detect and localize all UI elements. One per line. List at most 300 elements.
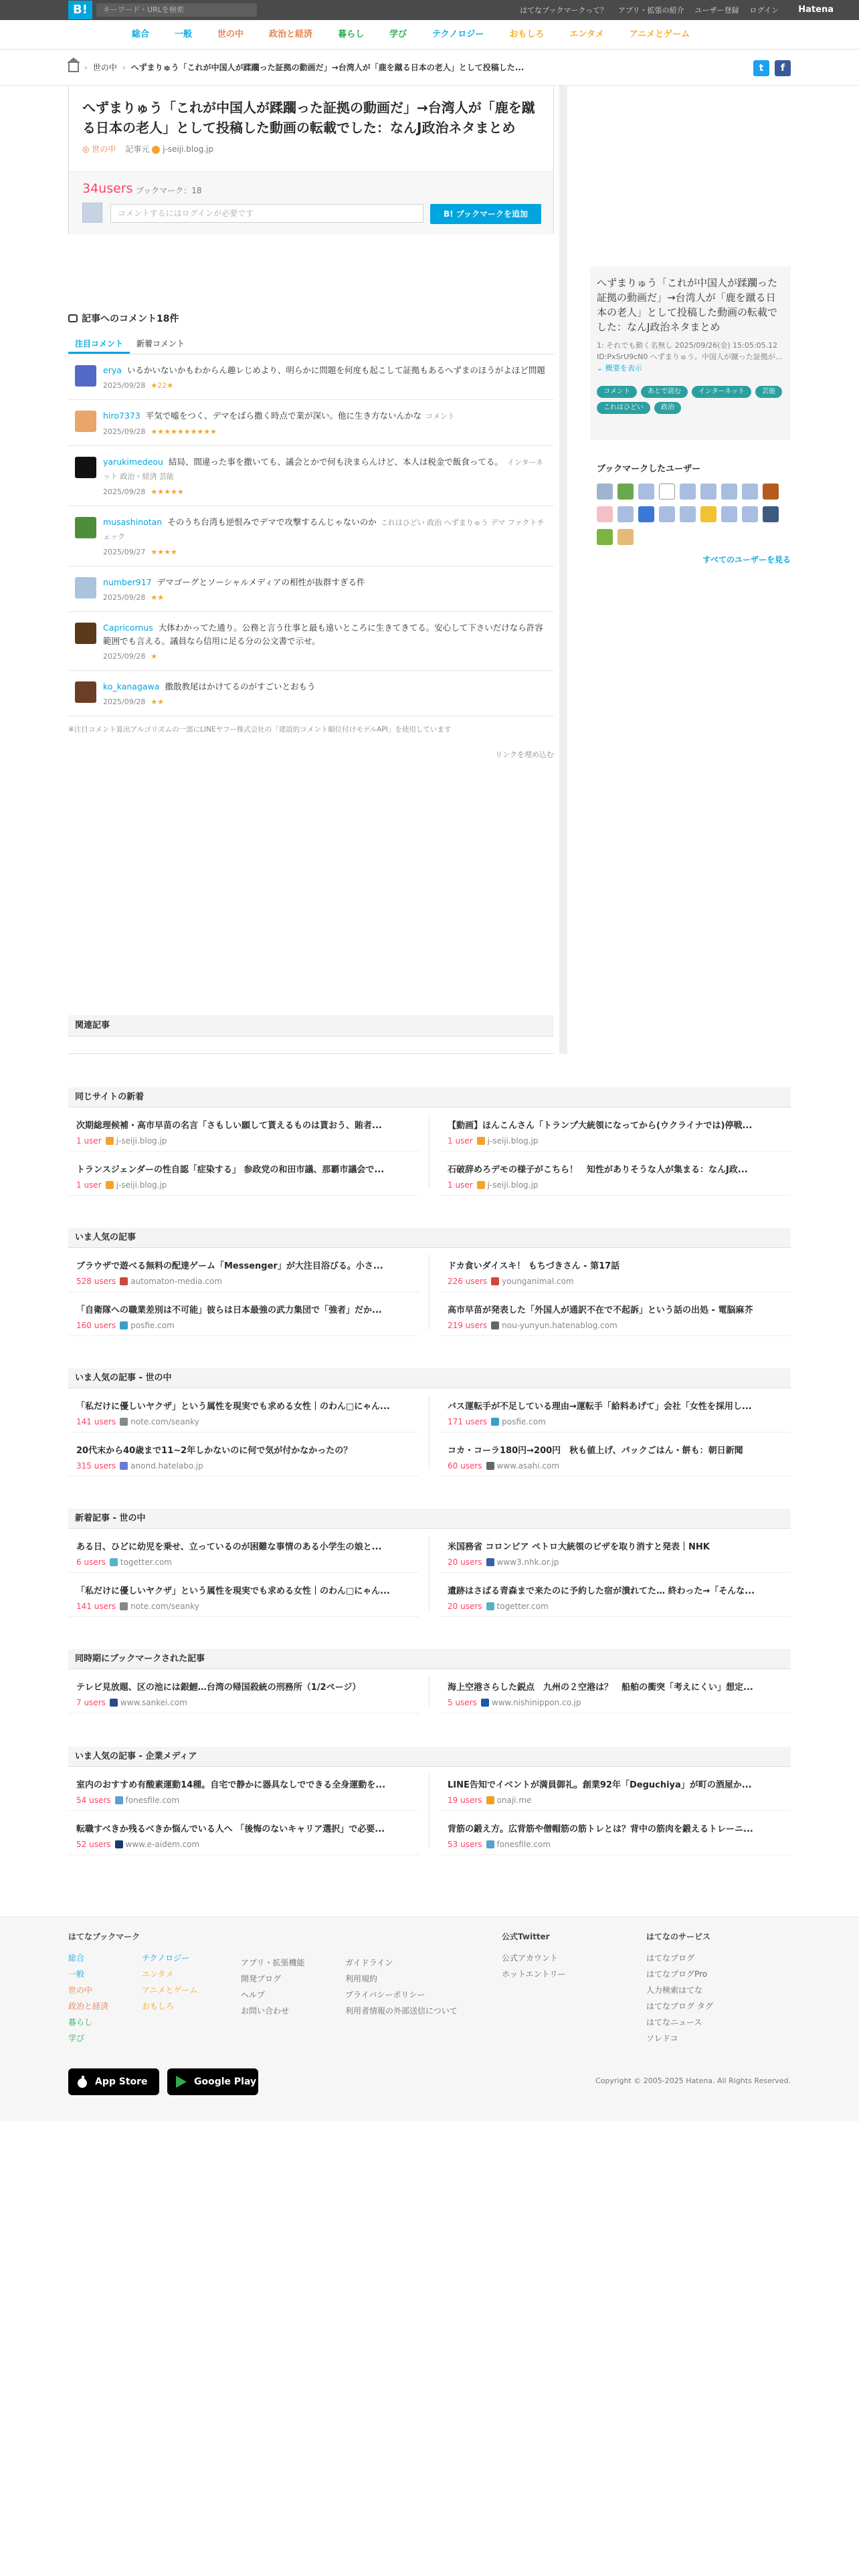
footer-link[interactable]: 開発ブログ — [241, 1974, 282, 1983]
breadcrumb-title: へずまりゅう「これが中国人が蹂躙った証拠の動画だ」→台湾人が「鹿を蹴る日本の老人」として投稿した... — [130, 63, 524, 72]
article-title[interactable]: 高市早苗が発表した「外国人が通訳不在で不起訴」という話の出処 - 電脳麻芥 — [448, 1305, 753, 1315]
article-users[interactable]: 1 user — [76, 1136, 102, 1146]
article-users[interactable]: 171 users — [448, 1417, 488, 1426]
add-bookmark-button[interactable]: B! ブックマークを追加 — [430, 204, 541, 224]
user-avatar[interactable] — [597, 529, 613, 545]
comment-body — [103, 621, 547, 648]
site-favicon-icon — [486, 1840, 494, 1848]
source-label: 記事元 — [125, 144, 150, 154]
category-tab[interactable]: 世の中 — [217, 29, 244, 39]
comment-date[interactable]: 2025/09/28 — [103, 697, 146, 706]
footer-link[interactable]: ガイドライン — [345, 1958, 393, 1967]
comment-username[interactable]: hiro7373 — [103, 411, 140, 421]
footer-link[interactable]: 世の中 — [68, 1985, 93, 1995]
comment-body — [103, 680, 547, 693]
user-avatar[interactable] — [659, 506, 675, 522]
avatar[interactable] — [75, 365, 96, 387]
article-title[interactable]: 20代末から40歳まで11~2年しかないのに何で気が付かなかったの？ — [76, 1446, 353, 1456]
footer-link[interactable]: 暮らし — [68, 2018, 93, 2027]
article-meta — [448, 1277, 784, 1286]
category-nav — [0, 20, 859, 49]
comment-body — [103, 364, 547, 377]
comment-username[interactable]: Capricornus — [103, 623, 153, 633]
article-users[interactable]: 7 users — [76, 1698, 106, 1707]
avatar[interactable] — [75, 411, 96, 432]
article-site[interactable]: note.com/seanky — [130, 1602, 199, 1611]
comment-bubble-icon — [68, 314, 78, 322]
site-favicon-icon — [486, 1602, 494, 1610]
site-favicon-icon — [120, 1321, 128, 1329]
tag-pill[interactable]: コメント — [597, 386, 637, 398]
article-title[interactable]: ドカ食いダイスキ！ もちづきさん - 第17話 — [448, 1261, 620, 1271]
user-avatar[interactable] — [700, 506, 717, 522]
home-icon[interactable] — [68, 63, 79, 72]
article-grid — [68, 1248, 791, 1336]
user-avatar[interactable] — [742, 506, 758, 522]
article-meta — [448, 1840, 784, 1849]
category-tab[interactable]: 総合 — [132, 29, 150, 39]
footer-link[interactable]: ヘルプ — [241, 1990, 266, 2000]
article-meta — [448, 1558, 784, 1567]
avatar[interactable] — [75, 577, 96, 599]
avatar[interactable] — [75, 517, 96, 538]
article-site[interactable]: nou-yunyun.hatenablog.com — [502, 1321, 617, 1330]
article-item — [68, 1529, 419, 1573]
comment-username[interactable]: yarukimedeou — [103, 457, 163, 467]
footer-link[interactable]: はてなブログ — [646, 1953, 695, 1963]
user-avatar[interactable] — [721, 484, 737, 500]
footer-link[interactable]: 学び — [68, 2034, 85, 2043]
comment-text: 大体わかってた通り。公務と言う仕事と最も遠いところに生きてきてる。安心して下さいだけなら許容範囲でも言える。議員なら信用に足る分の公文書で示せ。 — [103, 623, 543, 646]
site-favicon-icon — [491, 1321, 499, 1329]
section-heading: いま人気の記事 - 企業メディア — [68, 1747, 791, 1767]
column-divider — [559, 86, 567, 1054]
entry-category[interactable]: 世の中 — [92, 144, 116, 154]
footer-link[interactable]: 利用者情報の外部送信について — [345, 2006, 458, 2016]
entry-summary-box — [590, 266, 791, 440]
article-site[interactable]: j-seiji.blog.jp — [487, 1136, 539, 1146]
footer-heading: はてなのサービス — [646, 1932, 711, 1941]
article-title[interactable]: ブラウザで遊べる無料の配達ゲーム「Messenger」が大注目浴びる。小さ... — [76, 1261, 383, 1271]
article-item — [440, 1529, 791, 1573]
star-rating[interactable]: ★★★★★ — [151, 488, 184, 496]
user-avatar[interactable] — [763, 506, 779, 522]
article-title[interactable]: LINE告知でイベントが満員御礼。創業92年「Deguchiya」が町の酒屋か... — [448, 1780, 752, 1790]
site-favicon-icon — [115, 1840, 123, 1848]
article-item — [440, 1669, 791, 1713]
footer-twitter-col — [502, 1931, 566, 1982]
comment-username[interactable]: musashinotan — [103, 517, 163, 527]
site-favicon-icon — [110, 1558, 118, 1566]
article-users[interactable]: 1 user — [76, 1180, 102, 1190]
article-meta — [76, 1602, 413, 1611]
footer-heading: はてなブックマーク — [68, 1932, 140, 1941]
footer-link[interactable]: はてなブログ タグ — [646, 2002, 713, 2011]
article-item — [68, 1388, 419, 1432]
user-avatar[interactable] — [680, 506, 696, 522]
article-item — [68, 1432, 419, 1477]
article-users[interactable]: 60 users — [448, 1461, 482, 1471]
article-site[interactable]: automaton-media.com — [130, 1277, 223, 1286]
comment-username[interactable]: number917 — [103, 577, 152, 587]
comment-date[interactable]: 2025/09/28 — [103, 593, 146, 602]
article-grid — [68, 1388, 791, 1477]
site-favicon-icon — [110, 1699, 118, 1707]
star-rating[interactable]: ★22★ — [151, 381, 174, 390]
article-site[interactable]: onaji.me — [496, 1796, 532, 1805]
section-heading: 新着記事 - 世の中 — [68, 1509, 791, 1529]
comment-date[interactable]: 2025/09/27 — [103, 548, 146, 556]
comment-meta — [103, 593, 547, 602]
entry-meta — [82, 143, 213, 154]
star-rating[interactable]: ★★★★★★★★★★ — [151, 427, 217, 436]
tag-pill[interactable]: 政治 — [654, 402, 681, 414]
article-item — [440, 1767, 791, 1811]
about-link[interactable]: はてなブックマークって？ — [520, 6, 607, 15]
article-site[interactable]: posfie.com — [130, 1321, 175, 1330]
article-site[interactable]: www3.nhk.or.jp — [496, 1558, 559, 1567]
article-title[interactable]: 背筋の鍛え方。広背筋や僧帽筋の筋トレとは？背中の筋肉を鍛えるトレーニ... — [448, 1824, 753, 1834]
article-title[interactable]: 「自衛隊への職業差別は不可能」彼らは日本最強の武力集団で「強者」だか... — [76, 1305, 382, 1315]
article-item — [440, 1573, 791, 1617]
footer-link[interactable]: アプリ・拡張機能 — [241, 1958, 305, 1967]
tab-new-comments[interactable]: 新着コメント — [136, 339, 185, 348]
comment-meta — [103, 652, 547, 661]
site-favicon-icon — [120, 1602, 128, 1610]
user-avatar[interactable] — [680, 484, 696, 500]
article-grid — [68, 1767, 791, 1855]
article-site[interactable]: posfie.com — [502, 1417, 546, 1426]
article-title[interactable]: トランスジェンダーの性自認「症染する」 参政党の和田市議、那覇市議会で... — [76, 1165, 385, 1175]
apps-link[interactable]: アプリ・拡張の紹介 — [617, 6, 684, 15]
article-grid — [68, 1529, 791, 1617]
tag-pill[interactable]: これはひどい — [597, 402, 650, 414]
breadcrumb-category[interactable]: 世の中 — [92, 63, 117, 72]
article-site[interactable]: j-seiji.blog.jp — [116, 1180, 167, 1190]
google-play-button[interactable]: Google Play — [167, 2068, 258, 2095]
star-rating[interactable]: ★★★★ — [151, 548, 177, 556]
embed-link[interactable]: リンクを埋め込む — [495, 750, 554, 759]
article-users[interactable]: 5 users — [448, 1698, 477, 1707]
site-favicon-icon — [120, 1277, 128, 1285]
comment-text: デマゴーグとソーシャルメディアの相性が抜群すぎる件 — [157, 577, 365, 587]
article-users[interactable]: 226 users — [448, 1277, 488, 1286]
article-site[interactable]: www.sankei.com — [120, 1698, 187, 1707]
article-title[interactable]: 次期総理候補・高市早苗の名言「さもしい願して貰えるものは貰おう、賄者... — [76, 1121, 382, 1131]
entry-title[interactable]: へずまりゅう「これが中国人が蹂躙った証拠の動画だ」→台湾人が「鹿を蹴る日本の老人」として投稿した動画の転載でした：なんJ政治ネタまとめ — [82, 100, 535, 136]
footer — [0, 1917, 859, 2121]
users-count[interactable]: 34users — [82, 181, 133, 196]
article-title[interactable]: コカ・コーラ180円→200円 秋も値上げ、パックごはん・餅も：朝日新聞 — [448, 1446, 743, 1456]
tag-pill[interactable]: あとで読む — [641, 386, 688, 398]
article-meta — [76, 1558, 413, 1567]
comment-tags[interactable]: これはひどい 政治 へずまりゅう デマ ファクトチェック — [103, 518, 545, 541]
site-favicon-icon — [477, 1181, 485, 1189]
comment-username[interactable]: ko_kanagawa — [103, 681, 160, 691]
category-tab[interactable]: エンタメ — [569, 29, 604, 39]
article-title[interactable]: 石破辞めろデモの様子がこちら！ 知性がありそうな人が集まる：なんJ政... — [448, 1165, 748, 1175]
footer-services-col — [646, 1931, 713, 2046]
comment-text: 結局、間違った事を撒いても、議会とかで何も決まらんけど、本人は税金で飯食ってる。 — [168, 457, 503, 467]
facebook-share-icon[interactable]: f — [775, 60, 791, 76]
article-item — [440, 1152, 791, 1196]
category-tab[interactable]: 学び — [389, 29, 407, 39]
comment-date[interactable]: 2025/09/28 — [103, 427, 146, 436]
footer-policy-col — [345, 1955, 458, 2019]
footer-link[interactable]: お問い合わせ — [241, 2006, 290, 2016]
tab-featured-comments[interactable]: 注目コメント — [68, 334, 130, 354]
apple-icon — [75, 2074, 90, 2089]
comment-row — [68, 446, 554, 506]
search-input[interactable]: キーワード・URLを検索 — [96, 3, 257, 17]
site-favicon-icon — [120, 1462, 128, 1470]
article-item — [440, 1811, 791, 1855]
article-users[interactable]: 19 users — [448, 1796, 482, 1805]
article-section — [68, 1228, 791, 1336]
tag-pill[interactable]: インターネット — [692, 386, 751, 398]
site-favicon-icon — [486, 1462, 494, 1470]
user-avatar[interactable] — [721, 506, 737, 522]
article-meta — [76, 1321, 413, 1330]
users-heading: ブックマークしたユーザー — [597, 464, 701, 474]
comment-algorithm-note: ※注目コメント算出アルゴリズムの一部にLINEヤフー株式会社の「建設的コメント順位付けモデルAPI」を使用しています — [68, 726, 452, 734]
article-users[interactable]: 20 users — [448, 1602, 482, 1611]
article-users[interactable]: 315 users — [76, 1461, 116, 1471]
site-favicon-icon — [152, 146, 160, 154]
user-avatar[interactable] — [638, 506, 654, 522]
article-site[interactable]: www.asahi.com — [496, 1461, 560, 1471]
article-title[interactable]: 「私だけに優しいヤクザ」という属性を現実でも求める女性｜のわん□にゃん... — [76, 1586, 390, 1596]
avatar[interactable] — [75, 457, 96, 478]
article-users[interactable]: 160 users — [76, 1321, 116, 1330]
article-title[interactable]: 海上空港さらした鋭点 九州の２空港は？ 船舶の衝突「考えにくい」想定... — [448, 1683, 753, 1693]
article-users[interactable]: 1 user — [448, 1136, 473, 1146]
comment-tags[interactable]: インターネット 政治・経済 芸能 — [103, 458, 543, 481]
comment-meta — [103, 427, 547, 436]
article-section — [68, 1747, 791, 1855]
footer-link[interactable]: おもしろ — [142, 2002, 175, 2011]
article-title[interactable]: テレビ見放題、区の池には銀鯉…台湾の帰国殺統の刑務所（1/2ページ） — [76, 1683, 361, 1693]
avatar[interactable] — [75, 681, 96, 703]
site-favicon-icon — [491, 1277, 499, 1285]
star-rating[interactable]: ★ — [151, 652, 158, 661]
category-tab[interactable]: テクノロジー — [432, 29, 484, 39]
article-item — [68, 1767, 419, 1811]
article-item — [440, 1432, 791, 1477]
comment-text: いるかいないかもわからん趣レじめより、明らかに問題を何度も起こして証拠もあるへずまのほうがよほど問題 — [126, 365, 545, 375]
user-avatar[interactable] — [597, 506, 613, 522]
article-site[interactable]: www.e-aidem.com — [125, 1840, 200, 1849]
all-users-link[interactable]: すべてのユーザーを見る — [702, 555, 791, 564]
article-users[interactable]: 52 users — [76, 1840, 111, 1849]
site-favicon-icon — [481, 1699, 489, 1707]
entry-source[interactable]: j-seiji.blog.jp — [163, 144, 213, 154]
comments-section — [68, 312, 554, 761]
article-meta — [448, 1417, 784, 1426]
footer-link[interactable]: はてなニュース — [646, 2018, 702, 2027]
twitter-share-icon[interactable]: t — [753, 60, 769, 76]
article-site[interactable]: younganimal.com — [502, 1277, 574, 1286]
article-item — [440, 1292, 791, 1336]
footer-links-col — [241, 1955, 305, 2019]
bookmark-count: ブックマーク：18 — [136, 186, 202, 195]
comment-text: 平気で嘘をつく、デマをばら撒く時点で業が深い。他に生き方ないんかな — [145, 411, 421, 421]
footer-link[interactable]: アニメとゲーム — [142, 1985, 198, 1995]
comment-date[interactable]: 2025/09/28 — [103, 488, 146, 496]
signup-link[interactable]: ユーザー登録 — [694, 6, 739, 15]
article-site[interactable]: j-seiji.blog.jp — [487, 1180, 539, 1190]
footer-link[interactable]: エンタメ — [142, 1969, 174, 1979]
article-site[interactable]: www.nishinippon.co.jp — [491, 1698, 581, 1707]
category-tab[interactable]: 一般 — [175, 29, 193, 39]
comment-meta — [103, 548, 547, 556]
user-avatar[interactable] — [742, 484, 758, 500]
footer-link[interactable]: 人力検索はてな — [646, 1985, 703, 1995]
article-title[interactable]: 「私だけに優しいヤクザ」という属性を現実でも求める女性｜のわん□にゃん... — [76, 1402, 390, 1412]
category-icon: ◎ — [82, 144, 92, 154]
comment-row — [68, 612, 554, 671]
tag-list — [597, 386, 784, 414]
article-site[interactable]: fonesfile.com — [125, 1796, 180, 1805]
comment-tags[interactable]: コメント — [425, 412, 455, 421]
summary-text: 1: それでも動く名無し 2025/09/26(金) 15:05:05.12 ID:PxSrU9cN0 へずまりゅう。中国人が蹴った証拠が... ⌄ 概要を表示 — [597, 341, 783, 372]
article-meta — [76, 1277, 413, 1286]
copyright: Copyright © 2005-2025 Hatena. All Rights Reserved. — [595, 2076, 791, 2085]
footer-link[interactable]: テクノロジー — [142, 1953, 190, 1963]
article-site[interactable]: note.com/seanky — [130, 1417, 199, 1426]
footer-link[interactable]: ホットエントリー — [502, 1969, 566, 1979]
category-tab[interactable]: おもしろ — [509, 29, 545, 39]
category-tab[interactable]: 政治と経済 — [269, 29, 313, 39]
user-avatar[interactable] — [700, 484, 717, 500]
article-grid — [68, 1669, 791, 1713]
user-avatar[interactable] — [617, 529, 634, 545]
article-meta — [448, 1602, 784, 1611]
chevron-down-icon: ⌄ — [597, 364, 603, 372]
footer-link[interactable]: はてなブログPro — [646, 1969, 708, 1979]
comment-date[interactable]: 2025/09/28 — [103, 381, 146, 390]
comment-body — [103, 516, 547, 544]
article-meta — [76, 1136, 413, 1146]
site-favicon-icon — [106, 1137, 114, 1145]
top-bar — [0, 0, 859, 20]
article-users[interactable]: 219 users — [448, 1321, 488, 1330]
article-meta — [76, 1461, 413, 1471]
user-avatar[interactable] — [597, 484, 613, 500]
user-avatar[interactable] — [659, 484, 675, 500]
article-item — [68, 1248, 419, 1292]
article-title[interactable]: バス運転手が不足している理由→運転手「給料あげて」会社「女性を採用し... — [448, 1402, 752, 1412]
related-area — [68, 1037, 554, 1054]
comment-body — [103, 409, 547, 423]
article-meta — [76, 1417, 413, 1426]
show-summary-link[interactable]: ⌄ 概要を表示 — [597, 364, 642, 372]
footer-link[interactable]: プライバシーポリシー — [345, 1990, 425, 2000]
comment-text: そのうち台湾も逆恨みでデマで攻撃するんじゃないのか — [167, 517, 377, 527]
article-users[interactable]: 20 users — [448, 1558, 482, 1567]
article-meta — [76, 1698, 413, 1707]
article-users[interactable]: 6 users — [76, 1558, 106, 1567]
article-title[interactable]: 遺跡はさばる青森まで来たのに予約した宿が潰れてた… 終わった→「そんな... — [448, 1586, 755, 1596]
footer-link[interactable]: 公式アカウント — [502, 1953, 558, 1963]
top-links — [520, 0, 779, 20]
user-avatar[interactable] — [617, 484, 634, 500]
avatar[interactable] — [75, 623, 96, 644]
user-avatar[interactable] — [638, 484, 654, 500]
site-favicon-icon — [115, 1796, 123, 1804]
footer-link[interactable]: 一般 — [68, 1969, 85, 1979]
article-users[interactable]: 141 users — [76, 1602, 116, 1611]
comment-row — [68, 566, 554, 612]
site-favicon-icon — [477, 1137, 485, 1145]
article-site[interactable]: fonesfile.com — [496, 1840, 551, 1849]
article-title[interactable]: ある日、ひどに幼児を乗せ、立っているのが困難な事情のある小学生の娘と... — [76, 1542, 382, 1552]
article-item — [68, 1573, 419, 1617]
app-store-button[interactable]: App Store — [68, 2068, 159, 2095]
article-users[interactable]: 528 users — [76, 1277, 116, 1286]
article-meta — [448, 1321, 784, 1330]
article-site[interactable]: anond.hatelabo.jp — [130, 1461, 203, 1471]
footer-link[interactable]: ソレドコ — [646, 2034, 678, 2043]
article-title[interactable]: 米国務省 コロンビア ペトロ大統領のビザを取り消すと発表｜NHK — [448, 1542, 710, 1552]
site-favicon-icon — [486, 1558, 494, 1566]
category-tab[interactable]: アニメとゲーム — [629, 29, 690, 39]
comment-input[interactable]: コメントするにはログインが必要です — [110, 204, 423, 223]
article-item — [440, 1107, 791, 1152]
user-avatar[interactable] — [617, 506, 634, 522]
article-meta — [448, 1461, 784, 1471]
hatena-brand[interactable]: Hatena — [798, 5, 834, 15]
article-section — [68, 1649, 791, 1713]
star-rating[interactable]: ★★ — [151, 697, 165, 706]
footer-link[interactable]: 政治と経済 — [68, 2002, 109, 2011]
article-section — [68, 1509, 791, 1617]
tag-pill[interactable]: 芸能 — [755, 386, 782, 398]
entry-card — [68, 86, 554, 234]
article-users[interactable]: 54 users — [76, 1796, 111, 1805]
section-heading: 同じサイトの新着 — [68, 1087, 791, 1107]
article-site[interactable]: j-seiji.blog.jp — [116, 1136, 167, 1146]
article-item — [440, 1248, 791, 1292]
section-heading: いま人気の記事 — [68, 1228, 791, 1248]
comment-date[interactable]: 2025/09/28 — [103, 652, 146, 661]
article-users[interactable]: 53 users — [448, 1840, 482, 1849]
article-item — [440, 1388, 791, 1432]
article-title[interactable]: 室内のおすすめ有酸素運動14種。自宅で静かに器具なしでできる全身運動を... — [76, 1780, 386, 1790]
article-section — [68, 1368, 791, 1477]
login-link[interactable]: ログイン — [749, 6, 779, 15]
article-users[interactable]: 1 user — [448, 1180, 473, 1190]
article-site[interactable]: togetter.com — [496, 1602, 549, 1611]
category-tab[interactable]: 暮らし — [338, 29, 365, 39]
section-heading: いま人気の記事 - 世の中 — [68, 1368, 791, 1388]
avatar — [82, 203, 102, 223]
article-meta — [448, 1698, 784, 1707]
footer-link[interactable]: 総合 — [68, 1953, 85, 1963]
hatena-bookmark-logo[interactable]: B! — [68, 1, 92, 19]
article-title[interactable]: 転職すべきか残るべきか悩んでいる人へ 「後悔のないキャリア選択」で必要... — [76, 1824, 385, 1834]
summary-title: へずまりゅう「これが中国人が蹂躙った証拠の動画だ」→台湾人が「鹿を蹴る日本の老人」として投稿した動画の転載でした：なんJ政治ネタまとめ — [597, 277, 778, 333]
article-site[interactable]: togetter.com — [120, 1558, 172, 1567]
comment-username[interactable]: erya — [103, 365, 122, 375]
article-item — [68, 1152, 419, 1196]
article-users[interactable]: 141 users — [76, 1417, 116, 1426]
user-avatar-grid — [597, 484, 791, 545]
footer-link[interactable]: 利用規約 — [345, 1974, 378, 1983]
star-rating[interactable]: ★★ — [151, 593, 165, 602]
article-title[interactable]: 【動画】ほんこんさん「トランプ大統領になってから(ウクライナでは)停戦... — [448, 1121, 753, 1131]
user-avatar[interactable] — [763, 484, 779, 500]
